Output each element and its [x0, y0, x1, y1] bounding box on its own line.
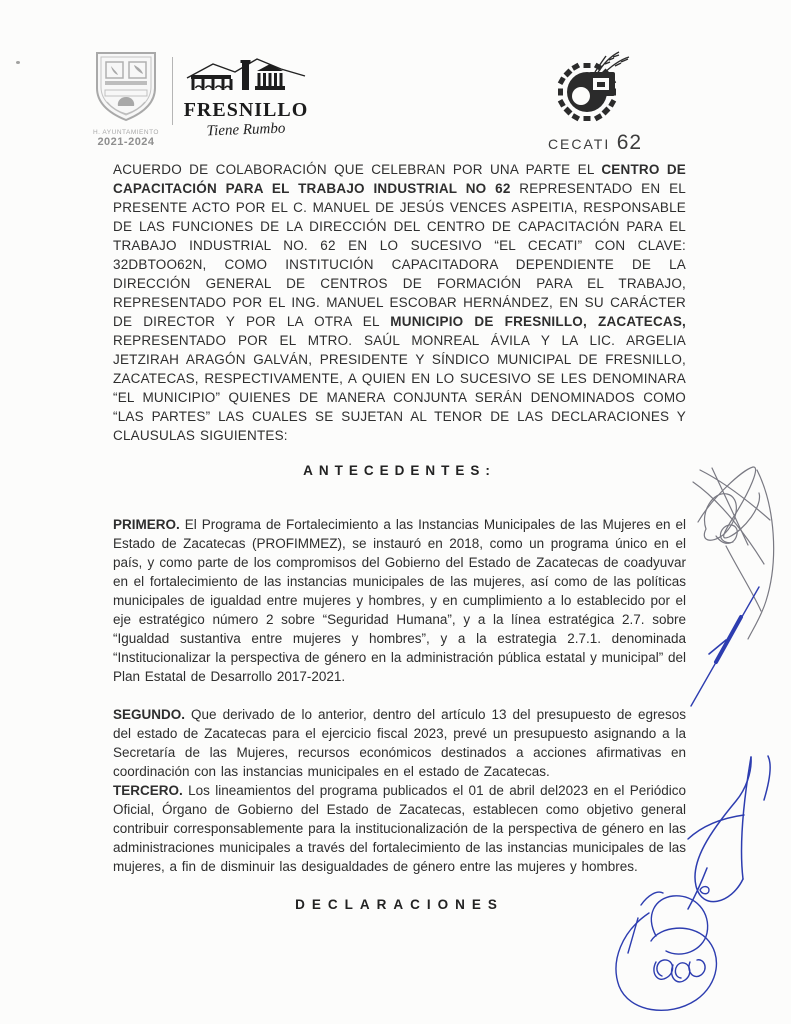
cecati-label-text: CECATI — [547, 136, 611, 152]
cecati-logo — [540, 48, 650, 155]
header-divider — [172, 57, 173, 125]
antecedente-segundo: SEGUNDO. Que derivado de lo anterior, dentro del artículo 13 del presupuesto de egresos del estado de Zacatecas para el ejercicio fiscal 2023, prevé un presupuesto asignando a la Secretaría de las Mujeres, recursos económicos destinados a acciones afirmativas en coordinación con las instancias municipales en el estado de Zacatecas. — [113, 707, 686, 779]
intro-paragraph: ACUERDO DE COLABORACIÓN QUE CELEBRAN POR UNA PARTE EL CENTRO DE CAPACITACIÓN PARA EL TRABAJO INDUSTRIAL NO 62 REPRESENTADO EN EL PRESENTE ACTO POR EL C. MANUEL DE JESÚS VENCES ASPEITIA, RESPONSABLE DE LAS FUNCIONES DE LA DIRECCIÓN DEL CENTRO DE CAPACITACIÓN PARA EL TRABAJO INDUSTRIAL NO. 62 EN LO SUCESIVO “EL CECATI” CON CLAVE: 32DBTOO62N, COMO INSTITUCIÓN CAPACITADORA DEPENDIENTE DE LA DIRECCIÓN GENERAL DE CENTROS DE FORMACIÓN PARA EL TRABAJO, REPRESENTADO POR EL ING. MANUEL ESCOBAR HERNÁNDEZ, EN SU CARÁCTER DE DIRECTOR Y POR LA OTRA EL MUNICIPIO DE FRESNILLO, ZACATECAS, REPRESENTADO POR EL MTRO. SAÚL MONREAL ÁVILA Y LA LIC. ARGELIA JETZIRAH ARAGÓN GALVÁN, PRESIDENTE Y SÍNDICO MUNICIPAL DE FRESNILLO, ZACATECAS, RESPECTIVAMENTE, A QUIEN EN LO SUCESIVO SE LES DENOMINARA “EL MUNICIPIO” QUIENES DE MANERA CONJUNTA SERÁN DENOMINADOS COMO “LAS PARTES” LAS CUALES SE SUJETAN AL TENOR DE LAS DECLARACIONES Y CLAUSULAS SIGUIENTES: — [113, 162, 686, 443]
pencil-scribble-signature — [693, 467, 774, 639]
blue-slash-mark — [691, 587, 759, 706]
antecedentes-heading: ANTECEDENTES: — [303, 463, 496, 478]
antecedente-primero: PRIMERO. El Programa de Fortalecimiento a las Instancias Municipales de las Mujeres en el Estado de Zacatecas (PROFIMMEZ), se instauró en 2018, como un programa único en el país, y como parte de los compromisos del Gobierno del Estado de Zacatecas de coadyuvar en el fortalecimiento de las instancias municipales de las mujeres, así como de las políticas municipales de igualdad entre mujeres y hombres, y en cumplimiento a lo establecido por el eje estratégico número 2 sobre “Seguridad Humana”, y a la línea estratégica 2.7. sobre “Igualdad sustantiva entre mujeres y hombres”, y a la estrategia 2.7.1. denominada “Institucionalizar la perspectiva de género en la administración pública estatal y municipal” del Plan Estatal de Desarrollo 2017-2021. — [113, 517, 686, 684]
cecati-label — [540, 131, 650, 155]
fresnillo-wordmark: FRESNILLO — [183, 99, 309, 121]
declaraciones-heading: DECLARACIONES — [295, 897, 504, 912]
fresnillo-logo — [182, 56, 310, 139]
crest-shield-icon — [93, 50, 159, 122]
blue-initials-signature — [688, 756, 770, 909]
municipal-crest — [80, 50, 172, 148]
fresnillo-tagline: Tiene Rumbo — [206, 120, 286, 140]
cecati-label-number: 62 — [616, 131, 643, 154]
cecati-gear-icon — [553, 48, 637, 124]
antecedente-tercero: TERCERO. Los lineamientos del programa publicados el 01 de abril del2023 en el Periódico Oficial, Órgano de Gobierno del Estado de Zacatecas, establecen como objetivo general contribuir corresponsablemente para la institucionalización de la perspectiva de género en las administraciones municipales a través del fortalecimiento de las instancias municipales de las mujeres, a fin de disminuir las desigualdades de género entre las mujeres y hombres. — [113, 783, 686, 874]
fresnillo-skyline-icon — [185, 56, 307, 96]
document-body — [113, 160, 686, 912]
scan-speck — [16, 61, 20, 64]
term-label: 2021-2024 — [97, 136, 155, 148]
ayuntamiento-label: H. AYUNTAMIENTO — [92, 129, 159, 136]
